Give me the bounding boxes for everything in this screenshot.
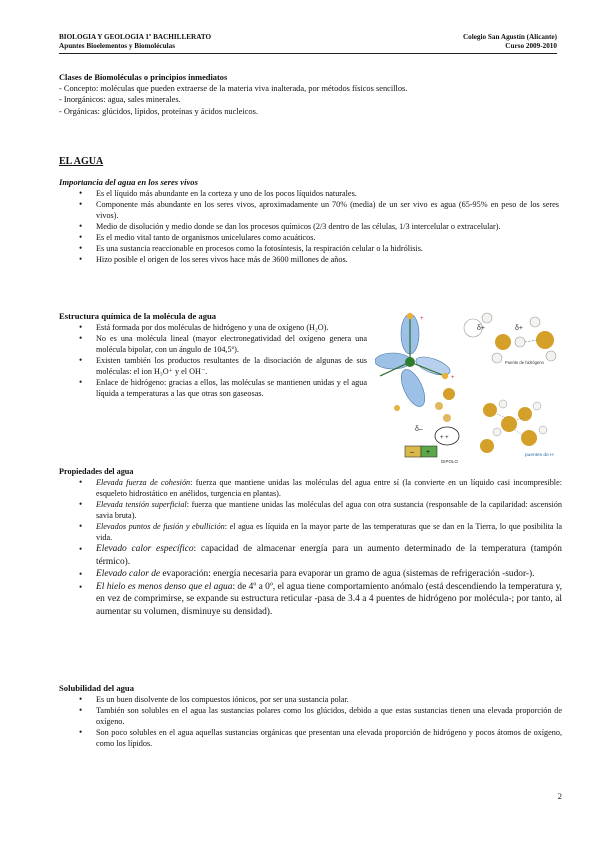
- header-school: Colegio San Agustín (Alicante): [462, 33, 557, 41]
- page-number: 2: [557, 791, 562, 801]
- property-term: El hielo es menos denso que el agua: [96, 581, 233, 592]
- dipole-label: DIPOLO: [441, 459, 459, 464]
- bridge-label: Puente de hidrógeno: [505, 360, 544, 365]
- header-rule: [59, 53, 557, 54]
- property-term: Elevado calor de: [96, 569, 161, 580]
- delta-minus-label: δ–: [415, 426, 423, 433]
- delta-plus-label: δ+: [515, 325, 523, 332]
- clases-line: - Orgánicas: glúcidos, lípidos, proteínas y ácidos nucleicos.: [59, 106, 258, 116]
- importancia-title: Importancia del agua en los seres vivos: [59, 177, 198, 187]
- dipole-box: [405, 446, 459, 464]
- molecule-cluster: [480, 400, 554, 458]
- list-item: • Es el líquido más abundante en la corteza y uno de los pocos líquidos naturales.: [59, 188, 559, 199]
- header-subject: BIOLOGIA Y GEOLOGIA 1º BACHILLERATO: [59, 33, 212, 41]
- importancia-section: [59, 177, 559, 265]
- list-item: • Es un buen disolvente de los compuestos iónicos, por ser una sustancia polar.: [59, 694, 562, 705]
- property-term: Elevados puntos de fusión y ebullición: [96, 522, 225, 531]
- property-text: : fuerza que mantiene unidas las moléculas del agua con otra sustancia (responsable de la capilaridad: ascensión savia bruta).: [96, 500, 562, 520]
- property-text: evaporación: energía necesaria para evaporar un gramo de agua (sistemas de refrigeración -sudor-).: [160, 569, 535, 580]
- bridges-label: puentes de H: [525, 453, 554, 458]
- delta-plus-label: δ+: [477, 325, 485, 332]
- orbital-model: [375, 313, 455, 411]
- property-term: Elevado calor específico: [96, 544, 194, 554]
- list-item: • Está formada por dos moléculas de hidrógeno y una de oxígeno (H₂O).: [59, 322, 367, 333]
- list-item: • Son poco solubles en el agua aquellas sustancias orgánicas que presentan una elevada proporción de hidrógeno y pocos átomos de oxígeno, como los lípidos.: [59, 727, 562, 749]
- solubilidad-section: [59, 683, 562, 749]
- minus-label: –: [410, 449, 414, 456]
- list-item: • Es una sustancia reaccionable en procesos como la fotosíntesis, la respiración celular o la hidrólisis.: [59, 243, 559, 254]
- hydrogen-bond-diagram: [464, 313, 556, 365]
- clases-title: Clases de Biomoléculas o principios inmediatos: [59, 73, 228, 82]
- property-text: : el agua es líquida en la mayor parte de las temperaturas que se dan en la Tierra, lo que posibilita la vida.: [96, 522, 563, 542]
- list-item: • Es el medio vital tanto de organismos unicelulares como acuáticos.: [59, 232, 559, 243]
- property-term: Elevada fuerza de cohesión: [96, 478, 191, 487]
- property-text: : fuerza que mantiene unidas las moléculas del agua entre sí (la convierte en un líquido casi incompresible: esqueleto hidrostático en anélidos, turgencia en plantas).: [96, 478, 562, 498]
- list-item: • También son solubles en el agua las sustancias polares como los glúcidos, debido a que estas sustancias tienen una elevada proporción de oxígeno.: [59, 705, 562, 727]
- estructura-section: [59, 311, 367, 399]
- section-title: EL AGUA: [59, 156, 104, 167]
- clases-line: - Concepto: moléculas que pueden extraerse de la materia viva inalterada, por métodos físicos sencillos.: [59, 84, 408, 94]
- header-topic: Apuntes Bioelementos y Biomoléculas: [59, 42, 175, 50]
- water-molecule-figure: [375, 306, 560, 466]
- property-text: : capacidad de almacenar energía para un aumento determinado de la temperatura (tampón térmico).: [96, 544, 562, 567]
- list-item: • No es una molécula lineal (mayor electronegatividad del oxígeno genera una molécula bipolar, con un ángulo de 104,5º).: [59, 333, 367, 355]
- agua-title: [59, 151, 103, 169]
- list-item: • Existen también los productos resultantes de la disociación de algunas de sus moléculas: el ion H₃O⁺ y el OH⁻.: [59, 355, 367, 377]
- svg-text:+: +: [420, 316, 424, 322]
- estructura-title: Estructura química de la molécula de agua: [59, 311, 217, 321]
- clases-line: - Inorgánicos: agua, sales minerales.: [59, 95, 181, 105]
- solubilidad-title: Solubilidad del agua: [59, 683, 134, 693]
- header-course: Curso 2009-2010: [505, 42, 557, 50]
- list-item: • Medio de disolución y medio donde se dan los procesos químicos (2/3 dentro de las células, 1/3 intercelular o extracelular).: [59, 221, 559, 232]
- list-item: • Enlace de hidrógeno: gracias a ellos, las moléculas se mantienen unidas y el agua líquida a temperaturas a las que otras son gaseosas.: [59, 377, 367, 399]
- list-item: [59, 477, 562, 499]
- svg-text:+ +: + +: [440, 435, 449, 441]
- list-item: [59, 499, 562, 521]
- clases-section: [59, 72, 559, 117]
- svg-text:+: +: [451, 375, 455, 381]
- list-item: • Hizo posible el origen de los seres vivos hace más de 3600 millones de años.: [59, 254, 559, 265]
- propiedades-title: Propiedades del agua: [59, 467, 134, 476]
- list-item: • Componente más abundante en los seres vivos, aproximadamente un 70% (media) de un ser vivo es agua (65-95% en peso de los seres vivos).: [59, 199, 559, 221]
- list-item: [59, 543, 562, 568]
- plus-label: +: [426, 449, 431, 456]
- property-text: : de 4º a 0º, el agua tiene comportamiento anómalo (está descendiendo la temperatura y, en vez de comprimirse, se expande su estructura reticular -pasa de 3.4 a 4 puentes de hidrógeno por molécula-; por tanto, al aumentar su volumen, disminuye su densidad).: [96, 581, 562, 617]
- list-item: [59, 521, 562, 543]
- list-item: [59, 581, 562, 619]
- propiedades-section: [59, 466, 562, 619]
- list-item: [59, 568, 562, 581]
- property-term: Elevada tensión superficial: [96, 500, 187, 509]
